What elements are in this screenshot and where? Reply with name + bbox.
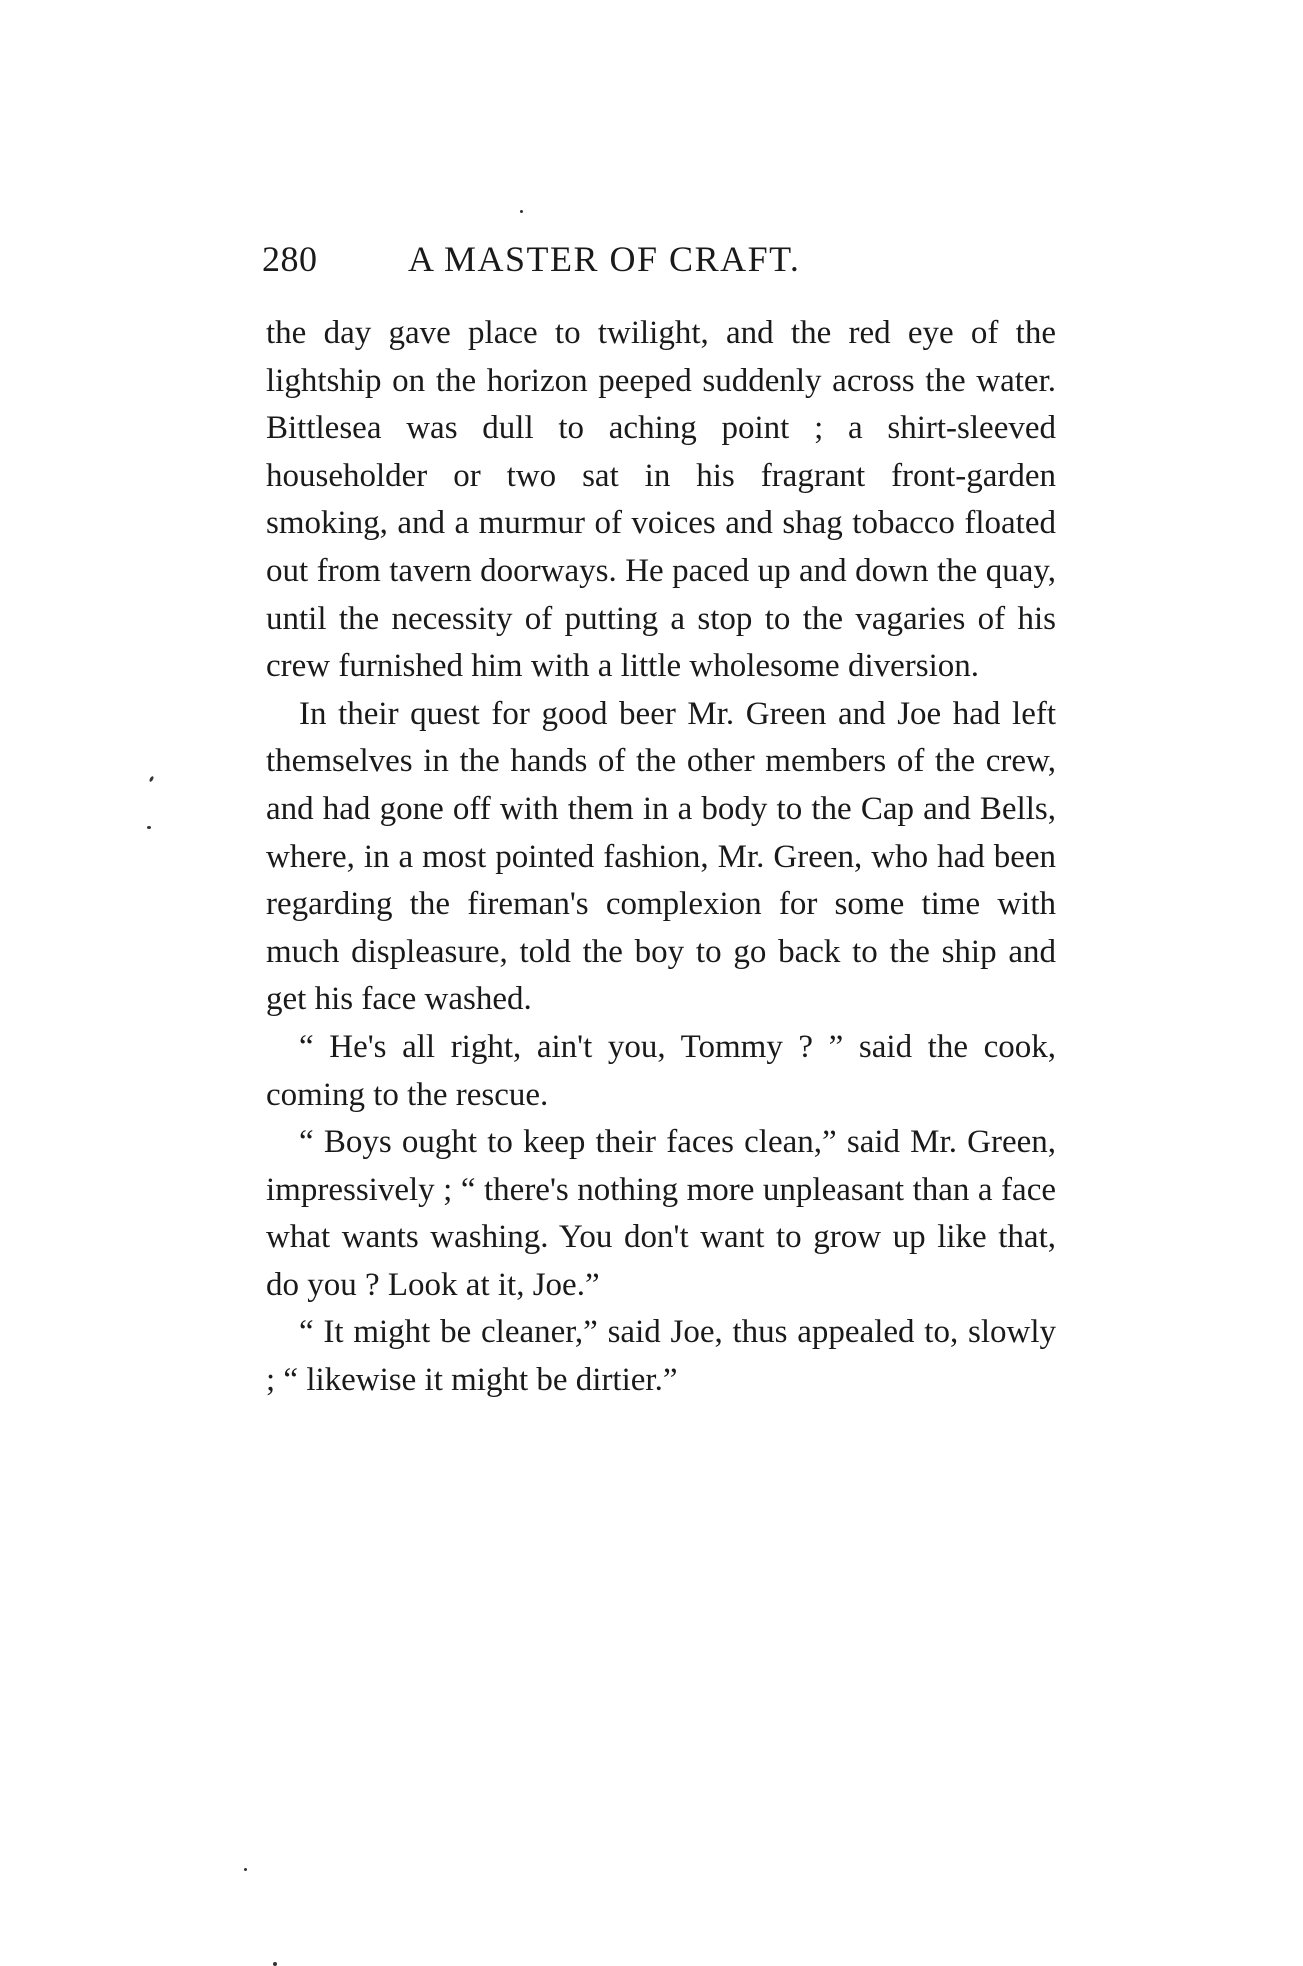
scan-speck: [244, 1868, 247, 1871]
scan-speck: [149, 776, 155, 783]
scan-speck: [273, 1962, 277, 1966]
running-title: A MASTER OF CRAFT.: [408, 239, 801, 279]
paragraph-2: In their quest for good beer Mr. Green and Joe had left themselves in the hands of the other members of the crew, and had gone off with them in a body to the Cap and Bells, where, in a most pointed fashion, Mr. Green, who had been regarding the fireman's complexion for some time with much displeasure, told the boy to go back to the ship and get his face washed.: [266, 695, 1056, 1018]
paragraph-5: “ It might be cleaner,” said Joe, thus appealed to, slowly ; “ likewise it might be dirtier.”: [266, 1314, 1056, 1399]
page-header: [262, 238, 1062, 288]
paragraph-4: “ Boys ought to keep their faces clean,” said Mr. Green, impressively ; “ there's nothing more unpleasant than a face what wants washing. You don't want to grow up like that, do you ? Look at it, Joe.”: [266, 1124, 1056, 1303]
scan-speck: [520, 210, 523, 213]
paragraph-3: “ He's all right, ain't you, Tommy ? ” said the cook, coming to the rescue.: [266, 1028, 1056, 1113]
body-text: [266, 310, 1056, 1405]
paragraph-1: the day gave place to twilight, and the red eye of the lightship on the horizon peeped suddenly across the water. Bittlesea was dull to aching point ; a shirt-sleeved householder or two sat in his fragrant front-garden smoking, and a murmur of voices and shag tobacco floated out from tavern doorways. He paced up and down the quay, until the necessity of putting a stop to the vagaries of his crew furnished him with a little wholesome diversion.: [266, 315, 1056, 685]
scan-speck: [147, 826, 151, 829]
page-number: 280: [262, 239, 318, 279]
